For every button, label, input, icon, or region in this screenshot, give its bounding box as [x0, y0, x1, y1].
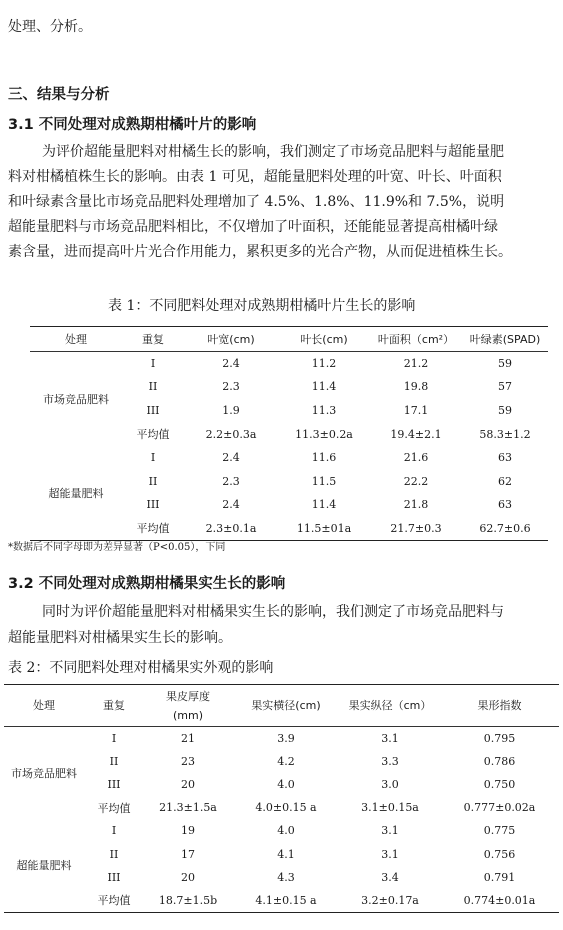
table-cell: 20 [181, 777, 195, 791]
table-cell: 62 [498, 474, 512, 488]
table-cell: II [109, 754, 119, 768]
table-cell: 3.1 [381, 847, 399, 861]
table-cell: II [148, 380, 158, 394]
table-cell: 21.2 [403, 357, 429, 371]
table-cell: 19.4±2.1 [390, 427, 442, 441]
table-cell: 11.2 [311, 357, 337, 371]
table-cell: 3.1±0.15a [361, 801, 419, 815]
table-cell: 23 [181, 754, 195, 768]
table-cell: 4.0 [277, 824, 295, 838]
table2 [4, 684, 559, 913]
paragraph-line: 料对柑橘植株生长的影响。由表 1 可见，超能量肥料处理的叶宽、叶长、叶面积 [8, 169, 502, 185]
table-cell: 11.5±01a [296, 521, 352, 535]
table-cell: 59 [498, 357, 512, 371]
table-cell: 3.4 [381, 870, 399, 884]
header-cell: 叶绿素(SPAD) [462, 327, 548, 352]
header-line: (mm) [172, 708, 203, 722]
paragraph-line: 同时为评价超能量肥料对柑橘果实生长的影响，我们测定了市场竞品肥料与 [42, 604, 504, 620]
table-cell: 2.4 [222, 451, 240, 465]
table-cell: 2.3 [222, 474, 240, 488]
table-row [4, 866, 559, 889]
table-cell: 平均值 [136, 428, 170, 442]
table-cell: 58.3±1.2 [479, 427, 531, 441]
table-cell: 4.2 [277, 754, 295, 768]
table-row [30, 352, 548, 376]
table-row [4, 889, 559, 912]
header-cell: 处理 [30, 327, 122, 352]
table-cell: 2.3 [222, 380, 240, 394]
table-cell: 2.3±0.1a [205, 521, 257, 535]
table-header-row [30, 327, 548, 352]
table-cell: 57 [498, 380, 512, 394]
table-cell: 11.3±0.2a [295, 427, 353, 441]
table-cell: 0.756 [483, 847, 516, 861]
table-cell: 2.4 [222, 498, 240, 512]
table-row [4, 842, 559, 865]
table-cell: 平均值 [97, 801, 131, 815]
table-cell: 11.5 [311, 474, 337, 488]
table-cell: 3.1 [381, 824, 399, 838]
table-cell: 3.1 [381, 731, 399, 745]
table-cell: 3.2±0.17a [361, 893, 419, 907]
header-line: 果皮厚度 [166, 689, 210, 703]
paragraph-line: 为评价超能量肥料对柑橘生长的影响，我们测定了市场竞品肥料与超能量肥 [42, 144, 504, 160]
table-cell: 平均值 [136, 522, 170, 536]
table-header-row [4, 685, 559, 727]
table-cell: 4.1 [277, 847, 295, 861]
table-cell: 0.750 [483, 777, 516, 791]
group-label: 市场竞品肥料 [11, 767, 77, 781]
header-cell: 重复 [84, 685, 144, 727]
group-label: 市场竞品肥料 [43, 392, 109, 406]
table-cell: I [111, 731, 117, 745]
table-cell: 0.777±0.02a [463, 801, 536, 815]
table-cell: 62.7±0.6 [479, 521, 531, 535]
table-row [30, 446, 548, 470]
table1-note: *数据后不同字母即为差异显著（P<0.05），下同 [8, 542, 226, 553]
table-cell: 19.8 [403, 380, 429, 394]
table-cell: 0.775 [483, 824, 516, 838]
table-cell: III [146, 498, 160, 512]
subsection-title-3-1: 3.1 不同处理对成熟期柑橘叶片的影响 [8, 117, 257, 133]
group-label: 超能量肥料 [48, 486, 104, 500]
table-cell: 63 [498, 498, 512, 512]
table-cell: I [111, 824, 117, 838]
table-row [4, 750, 559, 773]
table-cell: 4.1±0.15 a [255, 893, 317, 907]
table-cell: 11.6 [311, 451, 337, 465]
table2-caption: 表 2：不同肥料处理对柑橘果实外观的影响 [8, 660, 274, 676]
table-cell: 1.9 [222, 403, 240, 417]
header-cell: 重复 [122, 327, 184, 352]
header-cell: 果实横径(cm) [232, 685, 340, 727]
table-cell: 2.2±0.3a [205, 427, 257, 441]
section-title: 三、结果与分析 [8, 87, 110, 103]
table-cell: II [148, 474, 158, 488]
table-row [4, 819, 559, 842]
table1 [30, 326, 548, 541]
table-cell: 11.3 [311, 403, 337, 417]
table-cell: 17.1 [403, 403, 429, 417]
table-cell: I [150, 357, 156, 371]
table-cell: 21.3±1.5a [159, 801, 217, 815]
table-cell: III [146, 403, 160, 417]
table-cell: 2.4 [222, 357, 240, 371]
table-cell: 19 [181, 824, 195, 838]
group-label: 超能量肥料 [16, 859, 72, 873]
header-cell: 叶长(cm) [278, 327, 370, 352]
header-cell: 果形指数 [440, 685, 559, 727]
header-cell: 果实纵径（cm） [340, 685, 440, 727]
table-row [4, 796, 559, 819]
table-cell: 0.795 [483, 731, 516, 745]
table-row [4, 727, 559, 750]
table-cell: 平均值 [97, 894, 131, 908]
table1-caption: 表 1：不同肥料处理对成熟期柑橘叶片生长的影响 [108, 298, 416, 314]
paragraph-line: 素含量，进而提高叶片光合作用能力，累积更多的光合产物，从而促进植株生长。 [8, 244, 512, 260]
table-cell: 0.791 [483, 870, 516, 884]
table-cell: 0.774±0.01a [463, 893, 536, 907]
header-cell: 叶面积（cm²） [370, 327, 462, 352]
table-cell: 63 [498, 451, 512, 465]
table-cell: 21.6 [403, 451, 429, 465]
table-cell: 21.7±0.3 [390, 521, 442, 535]
table-cell: 59 [498, 403, 512, 417]
table-cell: 22.2 [403, 474, 429, 488]
paragraph-line: 超能量肥料与市场竞品肥料相比，不仅增加了叶面积，还能能显著提高柑橘叶绿 [8, 219, 498, 235]
table-cell: I [150, 451, 156, 465]
header-cell [144, 685, 232, 727]
table-cell: 18.7±1.5b [158, 893, 218, 907]
subsection-title-3-2: 3.2 不同处理对成熟期柑橘果实生长的影响 [8, 576, 286, 592]
table-cell: 11.4 [311, 498, 337, 512]
header-cell: 叶宽(cm) [184, 327, 278, 352]
intro-text: 处理、分析。 [8, 19, 92, 35]
paragraph-line: 和叶绿素含量比市场竞品肥料处理增加了 4.5%、1.8%、11.9%和 7.5%，说明 [8, 194, 505, 210]
table-cell: 3.3 [381, 754, 399, 768]
table-cell: 17 [181, 847, 195, 861]
table-cell: 4.0±0.15 a [255, 801, 317, 815]
table-cell: 4.3 [277, 870, 295, 884]
table-cell: III [107, 870, 121, 884]
table-cell: 0.786 [483, 754, 516, 768]
paragraph-line: 超能量肥料对柑橘果实生长的影响。 [8, 630, 232, 646]
table-cell: 21.8 [403, 498, 429, 512]
table-cell: 3.9 [277, 731, 295, 745]
table-row [4, 773, 559, 796]
table-cell: III [107, 777, 121, 791]
table-cell: 4.0 [277, 777, 295, 791]
table-cell: II [109, 847, 119, 861]
table-cell: 21 [181, 731, 195, 745]
table-cell: 3.0 [381, 777, 399, 791]
header-cell: 处理 [4, 685, 84, 727]
table-cell: 20 [181, 870, 195, 884]
table-cell: 11.4 [311, 380, 337, 394]
